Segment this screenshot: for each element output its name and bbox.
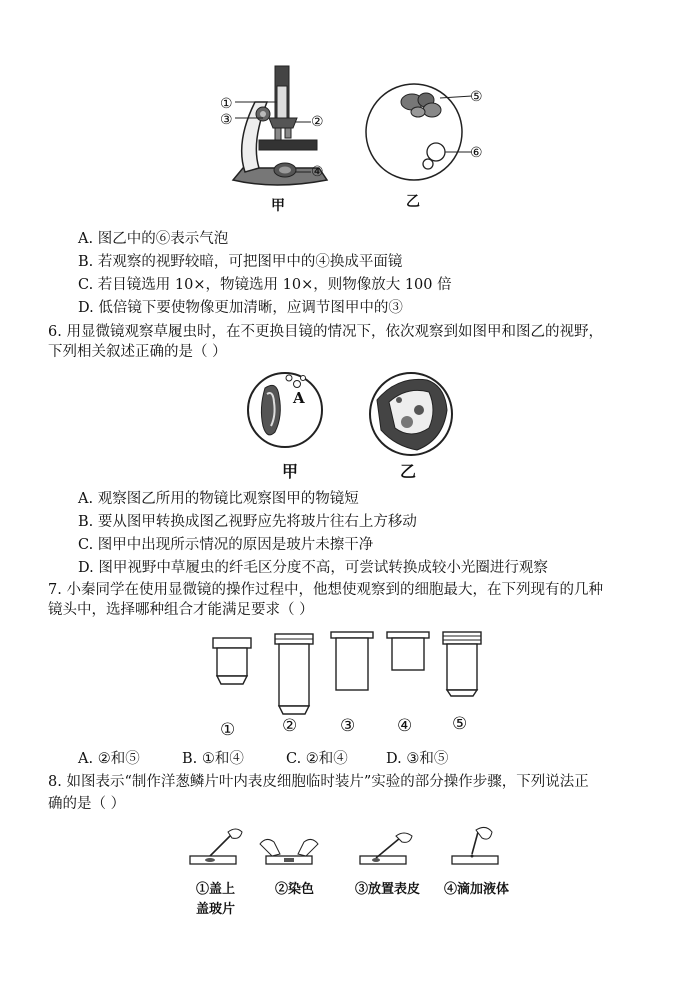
q5-option-b: B. 若观察的视野较暗，可把图甲中的④换成平面镜	[78, 254, 403, 270]
q6-label-jia: 甲	[282, 462, 299, 481]
q5-option-a: A. 图乙中的⑥表示气泡	[78, 231, 229, 247]
callout-4: ④	[311, 164, 324, 180]
lens-label-4: ④	[397, 716, 413, 736]
lens-label-3: ③	[340, 716, 356, 736]
step-1-label-line1: ①盖上	[196, 882, 236, 897]
step-2-figure	[258, 830, 320, 870]
q7-option-a: A. ②和⑤	[78, 751, 140, 767]
callout-5: ⑤	[470, 89, 483, 105]
lens-set-figure	[205, 628, 495, 720]
step-1-label-line2: 盖玻片	[196, 902, 236, 917]
lens-4-icon	[387, 632, 429, 670]
q6-option-b: B. 要从图甲转换成图乙视野应先将玻片往右上方移动	[78, 514, 417, 530]
q8-stem-line2: 确的是（ ）	[48, 796, 126, 812]
step-1-figure	[188, 826, 248, 870]
step-3-label: ③放置表皮	[355, 882, 421, 897]
callout-2: ②	[311, 114, 324, 130]
q6-option-a: A. 观察图乙所用的物镜比观察图甲的物镜短	[78, 491, 359, 507]
lens-5-icon	[443, 632, 481, 696]
q6-option-d: D. 图甲视野中草履虫的纤毛区分度不高，可尝试转换成较小光圈进行观察	[78, 560, 548, 576]
q6-label-yi: 乙	[400, 462, 417, 481]
q7-stem-line2: 镜头中，选择哪种组合才能满足要求（ ）	[48, 602, 314, 618]
paramecium-field-jia	[245, 370, 325, 450]
q7-option-d: D. ③和⑤	[386, 751, 449, 767]
q7-stem-line1: 7. 小秦同学在使用显微镜的操作过程中，他想使观察到的细胞最大，在下列现有的几种	[48, 582, 603, 598]
figure-label-jia: 甲	[271, 198, 285, 214]
q8-stem-line1: 8. 如图表示“制作洋葱鳞片叶内表皮细胞临时装片”实验的部分操作步骤，下列说法正	[48, 774, 589, 790]
paramecium-field-yi	[367, 370, 455, 458]
lens-3-icon	[331, 632, 373, 690]
q6-stem-line1: 6. 用显微镜观察草履虫时，在不更换目镜的情况下，依次观察到如图甲和图乙的视野，	[48, 324, 603, 340]
lens-label-2: ②	[282, 716, 298, 736]
lens-label-1: ①	[220, 720, 236, 740]
lens-label-5: ⑤	[452, 714, 468, 734]
callout-3: ③	[220, 112, 233, 128]
step-2-label: ②染色	[275, 882, 315, 897]
callout-6: ⑥	[470, 145, 483, 161]
q5-option-c: C. 若目镜选用 10×，物镜选用 10×，则物像放大 100 倍	[78, 277, 452, 293]
figure-label-yi: 乙	[406, 194, 420, 210]
lens-1-icon	[213, 638, 251, 684]
step-4-label: ④滴加液体	[444, 882, 510, 897]
callout-1: ①	[220, 96, 233, 112]
q6-stem-line2: 下列相关叙述正确的是（ ）	[48, 344, 227, 360]
q6-option-c: C. 图甲中出现所示情况的原因是玻片未擦干净	[78, 537, 374, 553]
q7-option-b: B. ①和④	[182, 751, 244, 767]
label-a: A	[293, 389, 305, 407]
step-4-figure	[448, 826, 510, 870]
q5-option-d: D. 低倍镜下要使物像更加清晰，应调节图甲中的③	[78, 300, 403, 316]
q7-option-c: C. ②和④	[286, 751, 348, 767]
step-3-figure	[356, 828, 418, 870]
lens-2-icon	[275, 634, 313, 714]
